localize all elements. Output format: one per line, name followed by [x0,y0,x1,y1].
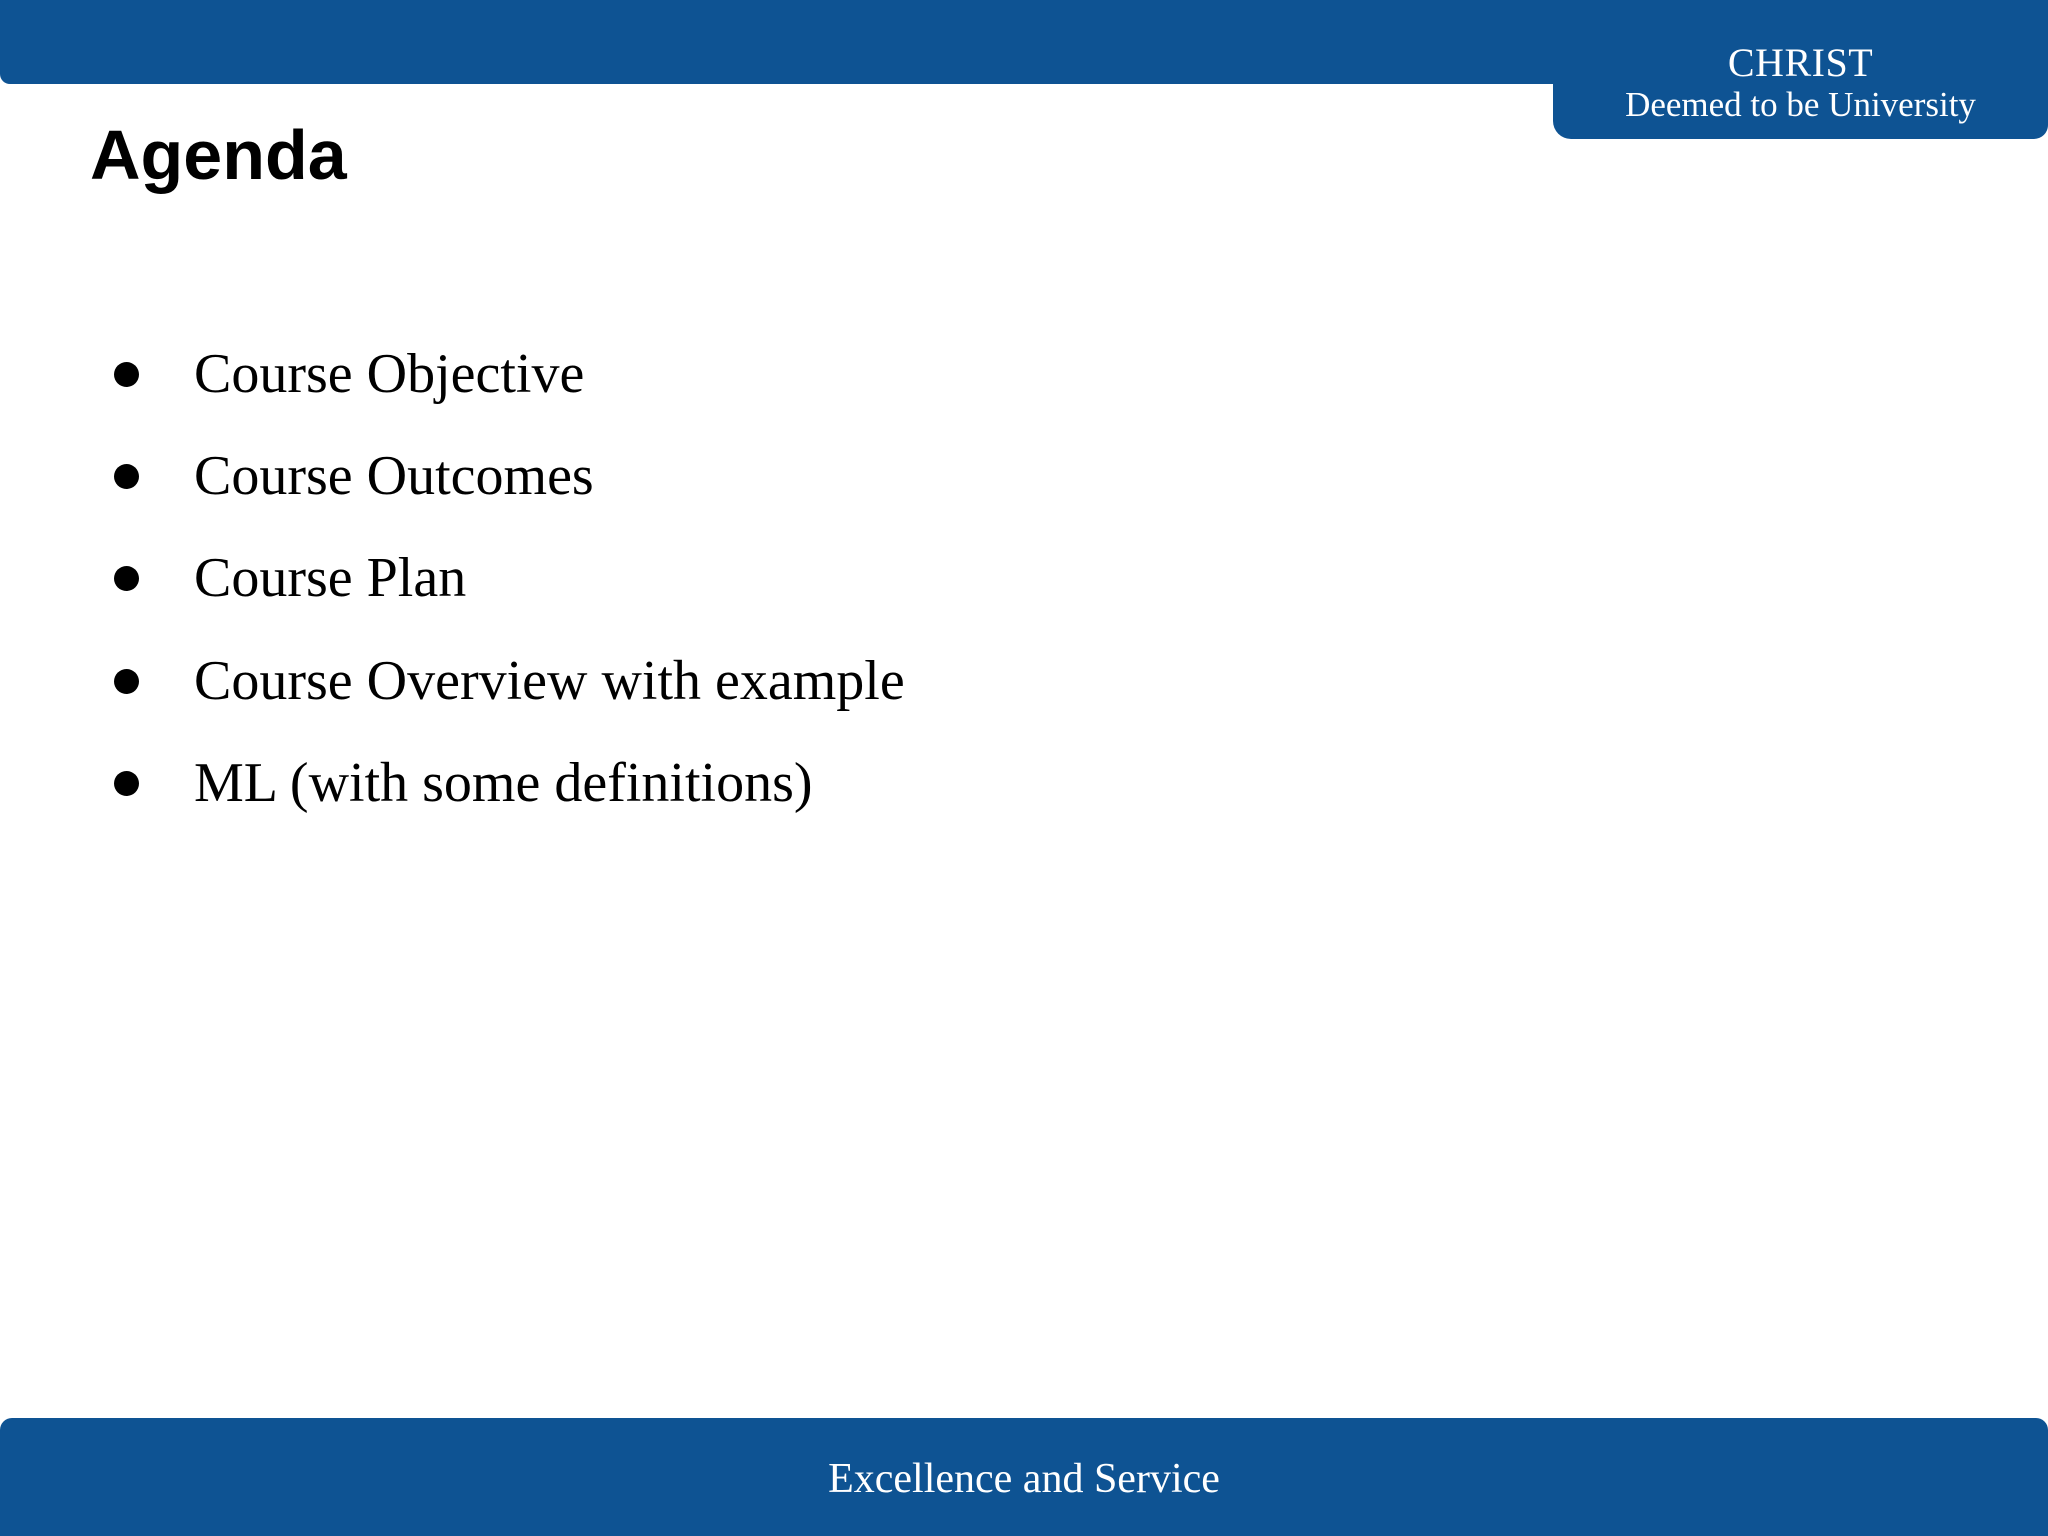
university-tagline: Deemed to be University [1625,85,1976,124]
university-logo-box [1553,0,2048,139]
agenda-item-course-plan [110,538,1210,618]
bullet-icon [114,669,139,694]
university-name: CHRIST [1727,40,1874,85]
agenda-item-course-overview [110,641,1210,721]
bullet-icon [114,362,139,387]
footer-band [0,1418,2048,1536]
agenda-item-ml [110,743,1210,823]
footer-motto: Excellence and Service [828,1456,1220,1502]
bullet-icon [114,566,139,591]
bullet-icon [114,464,139,489]
agenda-item-label: Course Outcomes [194,445,594,507]
agenda-item-label: Course Overview with example [194,650,905,712]
agenda-item-course-objective [110,334,1210,414]
agenda-item-label: Course Objective [194,343,585,405]
agenda-item-label: Course Plan [194,547,467,609]
agenda-item-course-outcomes [110,436,1210,516]
slide-title: Agenda [90,116,347,194]
bullet-icon [114,771,139,796]
agenda-item-label: ML (with some definitions) [194,752,813,814]
